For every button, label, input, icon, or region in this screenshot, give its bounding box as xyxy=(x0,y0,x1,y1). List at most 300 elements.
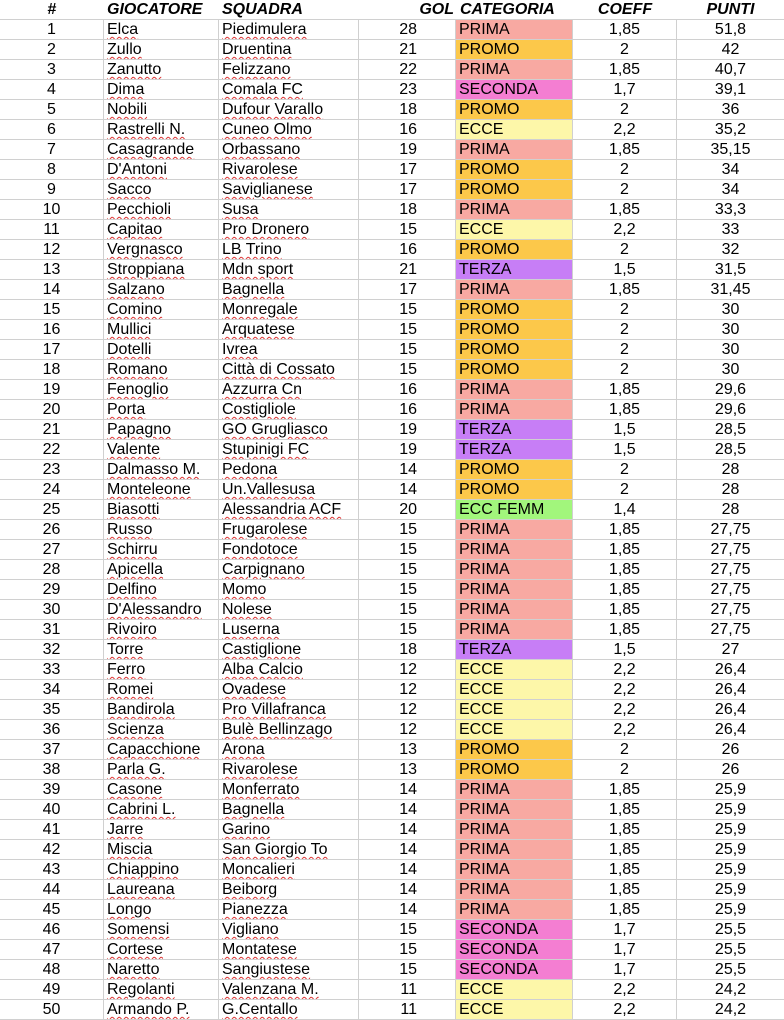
cell-num[interactable] xyxy=(0,800,104,820)
cell-gol[interactable] xyxy=(359,980,456,1000)
cell-coeff[interactable] xyxy=(573,340,677,360)
cell-punti[interactable] xyxy=(677,920,784,940)
cell-gol[interactable] xyxy=(359,60,456,80)
cell-punti[interactable] xyxy=(677,600,784,620)
cell-punti[interactable] xyxy=(677,120,784,140)
cell-squadra[interactable] xyxy=(219,900,359,920)
cell-gol[interactable] xyxy=(359,600,456,620)
cell-gol[interactable] xyxy=(359,800,456,820)
cell-gol[interactable] xyxy=(359,220,456,240)
cell-giocatore[interactable] xyxy=(104,180,219,200)
cell-num[interactable] xyxy=(0,920,104,940)
cell-categoria[interactable] xyxy=(456,260,573,280)
cell-coeff[interactable] xyxy=(573,140,677,160)
cell-giocatore[interactable] xyxy=(104,260,219,280)
cell-coeff[interactable] xyxy=(573,1000,677,1020)
cell-gol[interactable] xyxy=(359,640,456,660)
cell-gol[interactable] xyxy=(359,540,456,560)
cell-giocatore[interactable] xyxy=(104,320,219,340)
cell-coeff[interactable] xyxy=(573,380,677,400)
cell-punti[interactable] xyxy=(677,40,784,60)
cell-categoria[interactable] xyxy=(456,700,573,720)
cell-gol[interactable] xyxy=(359,960,456,980)
cell-coeff[interactable] xyxy=(573,320,677,340)
cell-num[interactable] xyxy=(0,540,104,560)
cell-punti[interactable] xyxy=(677,360,784,380)
cell-giocatore[interactable] xyxy=(104,400,219,420)
cell-gol[interactable] xyxy=(359,920,456,940)
cell-punti[interactable] xyxy=(677,820,784,840)
cell-squadra[interactable] xyxy=(219,920,359,940)
cell-categoria[interactable] xyxy=(456,620,573,640)
cell-coeff[interactable] xyxy=(573,80,677,100)
cell-giocatore[interactable] xyxy=(104,20,219,40)
cell-categoria[interactable] xyxy=(456,100,573,120)
cell-punti[interactable] xyxy=(677,20,784,40)
cell-categoria[interactable] xyxy=(456,40,573,60)
cell-punti[interactable] xyxy=(677,580,784,600)
cell-coeff[interactable] xyxy=(573,460,677,480)
cell-num[interactable] xyxy=(0,360,104,380)
cell-coeff[interactable] xyxy=(573,980,677,1000)
cell-num[interactable] xyxy=(0,780,104,800)
cell-giocatore[interactable] xyxy=(104,800,219,820)
cell-squadra[interactable] xyxy=(219,340,359,360)
cell-categoria[interactable] xyxy=(456,740,573,760)
cell-gol[interactable] xyxy=(359,500,456,520)
cell-punti[interactable] xyxy=(677,220,784,240)
cell-gol[interactable] xyxy=(359,480,456,500)
cell-giocatore[interactable] xyxy=(104,780,219,800)
cell-categoria[interactable] xyxy=(456,800,573,820)
cell-gol[interactable] xyxy=(359,520,456,540)
cell-coeff[interactable] xyxy=(573,680,677,700)
cell-coeff[interactable] xyxy=(573,800,677,820)
cell-num[interactable] xyxy=(0,220,104,240)
cell-punti[interactable] xyxy=(677,480,784,500)
cell-giocatore[interactable] xyxy=(104,300,219,320)
cell-giocatore[interactable] xyxy=(104,460,219,480)
cell-squadra[interactable] xyxy=(219,640,359,660)
cell-punti[interactable] xyxy=(677,840,784,860)
cell-squadra[interactable] xyxy=(219,480,359,500)
cell-giocatore[interactable] xyxy=(104,840,219,860)
cell-categoria[interactable] xyxy=(456,60,573,80)
cell-categoria[interactable] xyxy=(456,660,573,680)
cell-num[interactable] xyxy=(0,840,104,860)
cell-punti[interactable] xyxy=(677,760,784,780)
cell-num[interactable] xyxy=(0,320,104,340)
cell-num[interactable] xyxy=(0,900,104,920)
cell-giocatore[interactable] xyxy=(104,680,219,700)
cell-coeff[interactable] xyxy=(573,60,677,80)
cell-squadra[interactable] xyxy=(219,520,359,540)
cell-coeff[interactable] xyxy=(573,400,677,420)
cell-categoria[interactable] xyxy=(456,20,573,40)
cell-gol[interactable] xyxy=(359,400,456,420)
cell-punti[interactable] xyxy=(677,200,784,220)
cell-giocatore[interactable] xyxy=(104,160,219,180)
cell-num[interactable] xyxy=(0,420,104,440)
cell-giocatore[interactable] xyxy=(104,920,219,940)
cell-gol[interactable] xyxy=(359,100,456,120)
cell-giocatore[interactable] xyxy=(104,540,219,560)
cell-categoria[interactable] xyxy=(456,1000,573,1020)
cell-num[interactable] xyxy=(0,480,104,500)
cell-squadra[interactable] xyxy=(219,880,359,900)
cell-num[interactable] xyxy=(0,60,104,80)
header-squadra[interactable]: SQUADRA xyxy=(219,0,359,20)
cell-squadra[interactable] xyxy=(219,980,359,1000)
cell-squadra[interactable] xyxy=(219,200,359,220)
cell-num[interactable] xyxy=(0,880,104,900)
header-num[interactable]: # xyxy=(0,0,104,20)
cell-coeff[interactable] xyxy=(573,260,677,280)
cell-gol[interactable] xyxy=(359,460,456,480)
cell-num[interactable] xyxy=(0,500,104,520)
cell-giocatore[interactable] xyxy=(104,360,219,380)
cell-squadra[interactable] xyxy=(219,660,359,680)
header-categoria[interactable]: CATEGORIA xyxy=(456,0,573,20)
cell-num[interactable] xyxy=(0,440,104,460)
cell-punti[interactable] xyxy=(677,440,784,460)
cell-categoria[interactable] xyxy=(456,840,573,860)
cell-coeff[interactable] xyxy=(573,280,677,300)
cell-coeff[interactable] xyxy=(573,120,677,140)
cell-giocatore[interactable] xyxy=(104,380,219,400)
cell-gol[interactable] xyxy=(359,320,456,340)
cell-punti[interactable] xyxy=(677,1000,784,1020)
cell-num[interactable] xyxy=(0,40,104,60)
cell-giocatore[interactable] xyxy=(104,560,219,580)
cell-squadra[interactable] xyxy=(219,680,359,700)
cell-categoria[interactable] xyxy=(456,900,573,920)
cell-categoria[interactable] xyxy=(456,320,573,340)
cell-squadra[interactable] xyxy=(219,220,359,240)
cell-categoria[interactable] xyxy=(456,600,573,620)
cell-giocatore[interactable] xyxy=(104,900,219,920)
cell-num[interactable] xyxy=(0,340,104,360)
cell-punti[interactable] xyxy=(677,720,784,740)
cell-punti[interactable] xyxy=(677,900,784,920)
cell-num[interactable] xyxy=(0,560,104,580)
cell-num[interactable] xyxy=(0,860,104,880)
cell-categoria[interactable] xyxy=(456,820,573,840)
cell-gol[interactable] xyxy=(359,780,456,800)
header-giocatore[interactable]: GIOCATORE xyxy=(104,0,219,20)
cell-punti[interactable] xyxy=(677,140,784,160)
cell-punti[interactable] xyxy=(677,500,784,520)
cell-giocatore[interactable] xyxy=(104,720,219,740)
cell-punti[interactable] xyxy=(677,700,784,720)
cell-coeff[interactable] xyxy=(573,100,677,120)
cell-coeff[interactable] xyxy=(573,40,677,60)
cell-giocatore[interactable] xyxy=(104,120,219,140)
cell-coeff[interactable] xyxy=(573,840,677,860)
cell-giocatore[interactable] xyxy=(104,140,219,160)
cell-squadra[interactable] xyxy=(219,540,359,560)
cell-punti[interactable] xyxy=(677,680,784,700)
cell-num[interactable] xyxy=(0,240,104,260)
cell-coeff[interactable] xyxy=(573,620,677,640)
cell-gol[interactable] xyxy=(359,880,456,900)
cell-gol[interactable] xyxy=(359,440,456,460)
cell-punti[interactable] xyxy=(677,940,784,960)
cell-squadra[interactable] xyxy=(219,40,359,60)
cell-gol[interactable] xyxy=(359,80,456,100)
cell-punti[interactable] xyxy=(677,380,784,400)
cell-categoria[interactable] xyxy=(456,880,573,900)
cell-giocatore[interactable] xyxy=(104,100,219,120)
cell-categoria[interactable] xyxy=(456,340,573,360)
cell-giocatore[interactable] xyxy=(104,860,219,880)
cell-squadra[interactable] xyxy=(219,180,359,200)
cell-squadra[interactable] xyxy=(219,240,359,260)
cell-gol[interactable] xyxy=(359,840,456,860)
cell-num[interactable] xyxy=(0,960,104,980)
cell-squadra[interactable] xyxy=(219,620,359,640)
cell-squadra[interactable] xyxy=(219,300,359,320)
cell-gol[interactable] xyxy=(359,180,456,200)
cell-gol[interactable] xyxy=(359,240,456,260)
cell-categoria[interactable] xyxy=(456,980,573,1000)
cell-num[interactable] xyxy=(0,100,104,120)
cell-giocatore[interactable] xyxy=(104,340,219,360)
cell-coeff[interactable] xyxy=(573,700,677,720)
cell-gol[interactable] xyxy=(359,680,456,700)
cell-giocatore[interactable] xyxy=(104,580,219,600)
cell-squadra[interactable] xyxy=(219,560,359,580)
cell-squadra[interactable] xyxy=(219,360,359,380)
cell-coeff[interactable] xyxy=(573,640,677,660)
cell-gol[interactable] xyxy=(359,140,456,160)
cell-num[interactable] xyxy=(0,140,104,160)
cell-categoria[interactable] xyxy=(456,160,573,180)
cell-punti[interactable] xyxy=(677,540,784,560)
cell-categoria[interactable] xyxy=(456,380,573,400)
cell-gol[interactable] xyxy=(359,20,456,40)
cell-num[interactable] xyxy=(0,400,104,420)
cell-categoria[interactable] xyxy=(456,180,573,200)
cell-coeff[interactable] xyxy=(573,580,677,600)
cell-categoria[interactable] xyxy=(456,120,573,140)
cell-categoria[interactable] xyxy=(456,580,573,600)
cell-giocatore[interactable] xyxy=(104,80,219,100)
cell-punti[interactable] xyxy=(677,320,784,340)
cell-giocatore[interactable] xyxy=(104,700,219,720)
cell-punti[interactable] xyxy=(677,860,784,880)
cell-num[interactable] xyxy=(0,700,104,720)
cell-gol[interactable] xyxy=(359,720,456,740)
cell-categoria[interactable] xyxy=(456,420,573,440)
cell-coeff[interactable] xyxy=(573,360,677,380)
cell-coeff[interactable] xyxy=(573,560,677,580)
cell-squadra[interactable] xyxy=(219,380,359,400)
cell-categoria[interactable] xyxy=(456,460,573,480)
cell-categoria[interactable] xyxy=(456,300,573,320)
cell-coeff[interactable] xyxy=(573,220,677,240)
cell-giocatore[interactable] xyxy=(104,420,219,440)
cell-num[interactable] xyxy=(0,1000,104,1020)
cell-num[interactable] xyxy=(0,620,104,640)
cell-num[interactable] xyxy=(0,460,104,480)
cell-categoria[interactable] xyxy=(456,520,573,540)
cell-squadra[interactable] xyxy=(219,800,359,820)
cell-gol[interactable] xyxy=(359,700,456,720)
cell-punti[interactable] xyxy=(677,520,784,540)
cell-num[interactable] xyxy=(0,520,104,540)
cell-squadra[interactable] xyxy=(219,420,359,440)
cell-categoria[interactable] xyxy=(456,220,573,240)
cell-punti[interactable] xyxy=(677,780,784,800)
cell-punti[interactable] xyxy=(677,660,784,680)
cell-num[interactable] xyxy=(0,740,104,760)
cell-gol[interactable] xyxy=(359,420,456,440)
cell-coeff[interactable] xyxy=(573,180,677,200)
cell-coeff[interactable] xyxy=(573,860,677,880)
cell-categoria[interactable] xyxy=(456,680,573,700)
cell-coeff[interactable] xyxy=(573,900,677,920)
cell-categoria[interactable] xyxy=(456,780,573,800)
cell-categoria[interactable] xyxy=(456,500,573,520)
cell-num[interactable] xyxy=(0,680,104,700)
cell-num[interactable] xyxy=(0,820,104,840)
cell-squadra[interactable] xyxy=(219,280,359,300)
cell-num[interactable] xyxy=(0,380,104,400)
cell-punti[interactable] xyxy=(677,800,784,820)
cell-categoria[interactable] xyxy=(456,80,573,100)
cell-coeff[interactable] xyxy=(573,20,677,40)
cell-punti[interactable] xyxy=(677,420,784,440)
cell-gol[interactable] xyxy=(359,260,456,280)
cell-categoria[interactable] xyxy=(456,240,573,260)
cell-giocatore[interactable] xyxy=(104,60,219,80)
cell-squadra[interactable] xyxy=(219,720,359,740)
cell-num[interactable] xyxy=(0,980,104,1000)
cell-num[interactable] xyxy=(0,660,104,680)
cell-num[interactable] xyxy=(0,80,104,100)
cell-giocatore[interactable] xyxy=(104,760,219,780)
cell-punti[interactable] xyxy=(677,400,784,420)
cell-punti[interactable] xyxy=(677,300,784,320)
cell-squadra[interactable] xyxy=(219,80,359,100)
cell-squadra[interactable] xyxy=(219,940,359,960)
cell-coeff[interactable] xyxy=(573,780,677,800)
cell-squadra[interactable] xyxy=(219,740,359,760)
cell-giocatore[interactable] xyxy=(104,440,219,460)
cell-squadra[interactable] xyxy=(219,960,359,980)
cell-punti[interactable] xyxy=(677,880,784,900)
cell-giocatore[interactable] xyxy=(104,880,219,900)
cell-coeff[interactable] xyxy=(573,960,677,980)
cell-gol[interactable] xyxy=(359,380,456,400)
cell-giocatore[interactable] xyxy=(104,520,219,540)
cell-num[interactable] xyxy=(0,180,104,200)
cell-categoria[interactable] xyxy=(456,560,573,580)
cell-punti[interactable] xyxy=(677,160,784,180)
cell-categoria[interactable] xyxy=(456,940,573,960)
cell-squadra[interactable] xyxy=(219,60,359,80)
cell-punti[interactable] xyxy=(677,340,784,360)
cell-punti[interactable] xyxy=(677,260,784,280)
cell-coeff[interactable] xyxy=(573,920,677,940)
cell-gol[interactable] xyxy=(359,120,456,140)
cell-giocatore[interactable] xyxy=(104,820,219,840)
cell-categoria[interactable] xyxy=(456,960,573,980)
cell-giocatore[interactable] xyxy=(104,40,219,60)
cell-squadra[interactable] xyxy=(219,600,359,620)
cell-squadra[interactable] xyxy=(219,780,359,800)
cell-coeff[interactable] xyxy=(573,420,677,440)
cell-squadra[interactable] xyxy=(219,260,359,280)
cell-punti[interactable] xyxy=(677,560,784,580)
cell-squadra[interactable] xyxy=(219,120,359,140)
cell-gol[interactable] xyxy=(359,580,456,600)
cell-squadra[interactable] xyxy=(219,1000,359,1020)
cell-num[interactable] xyxy=(0,200,104,220)
cell-punti[interactable] xyxy=(677,640,784,660)
cell-squadra[interactable] xyxy=(219,860,359,880)
cell-squadra[interactable] xyxy=(219,320,359,340)
cell-gol[interactable] xyxy=(359,860,456,880)
cell-gol[interactable] xyxy=(359,1000,456,1020)
cell-giocatore[interactable] xyxy=(104,480,219,500)
cell-num[interactable] xyxy=(0,940,104,960)
header-coeff[interactable]: COEFF xyxy=(573,0,677,20)
cell-gol[interactable] xyxy=(359,560,456,580)
cell-squadra[interactable] xyxy=(219,100,359,120)
cell-num[interactable] xyxy=(0,260,104,280)
cell-num[interactable] xyxy=(0,20,104,40)
cell-gol[interactable] xyxy=(359,300,456,320)
header-punti[interactable]: PUNTI xyxy=(677,0,784,20)
cell-gol[interactable] xyxy=(359,40,456,60)
cell-gol[interactable] xyxy=(359,820,456,840)
cell-categoria[interactable] xyxy=(456,140,573,160)
cell-giocatore[interactable] xyxy=(104,500,219,520)
cell-punti[interactable] xyxy=(677,620,784,640)
cell-coeff[interactable] xyxy=(573,760,677,780)
cell-categoria[interactable] xyxy=(456,720,573,740)
cell-giocatore[interactable] xyxy=(104,200,219,220)
cell-giocatore[interactable] xyxy=(104,1000,219,1020)
cell-coeff[interactable] xyxy=(573,720,677,740)
cell-coeff[interactable] xyxy=(573,740,677,760)
cell-squadra[interactable] xyxy=(219,700,359,720)
cell-giocatore[interactable] xyxy=(104,960,219,980)
cell-categoria[interactable] xyxy=(456,200,573,220)
cell-punti[interactable] xyxy=(677,980,784,1000)
cell-punti[interactable] xyxy=(677,60,784,80)
cell-categoria[interactable] xyxy=(456,920,573,940)
cell-coeff[interactable] xyxy=(573,240,677,260)
cell-punti[interactable] xyxy=(677,240,784,260)
cell-squadra[interactable] xyxy=(219,400,359,420)
cell-coeff[interactable] xyxy=(573,500,677,520)
cell-categoria[interactable] xyxy=(456,360,573,380)
cell-gol[interactable] xyxy=(359,340,456,360)
cell-punti[interactable] xyxy=(677,100,784,120)
cell-giocatore[interactable] xyxy=(104,280,219,300)
cell-coeff[interactable] xyxy=(573,160,677,180)
cell-coeff[interactable] xyxy=(573,660,677,680)
cell-punti[interactable] xyxy=(677,960,784,980)
cell-categoria[interactable] xyxy=(456,400,573,420)
cell-giocatore[interactable] xyxy=(104,640,219,660)
cell-num[interactable] xyxy=(0,120,104,140)
cell-categoria[interactable] xyxy=(456,540,573,560)
cell-punti[interactable] xyxy=(677,80,784,100)
